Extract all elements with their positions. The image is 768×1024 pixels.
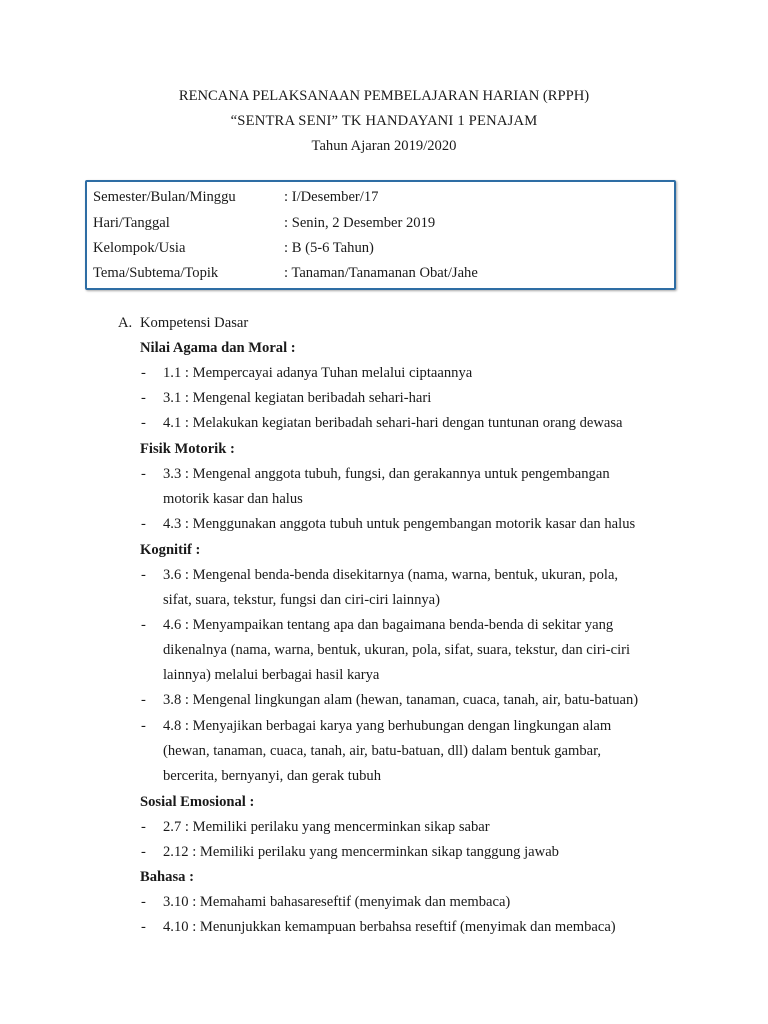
bullet-dash: - [141, 567, 146, 583]
list-item-continuation: dikenalnya (nama, warna, bentuk, ukuran, pola, sifat, suara, tekstur, dan ciri-ciri [163, 642, 631, 658]
info-value: : I/Desember/17 [284, 189, 379, 205]
info-label: Tema/Subtema/Topik [93, 265, 219, 281]
group-heading-fisik-motorik: Fisik Motorik : [140, 441, 235, 457]
list-item: 4.10 : Menunjukkan kemampuan berbahsa reseftif (menyimak dan membaca) [163, 919, 616, 935]
bullet-dash: - [141, 466, 146, 482]
list-item: 4.3 : Menggunakan anggota tubuh untuk pengembangan motorik kasar dan halus [163, 516, 636, 532]
list-item: 4.6 : Menyampaikan tentang apa dan bagaimana benda-benda di sekitar yang [163, 617, 614, 633]
info-box [85, 180, 676, 290]
info-value: : Senin, 2 Desember 2019 [284, 215, 436, 231]
list-item-continuation: lainnya) melalui berbagai hasil karya [163, 667, 380, 683]
list-item: 3.10 : Memahami bahasareseftif (menyimak dan membaca) [163, 894, 511, 910]
info-label: Hari/Tanggal [93, 215, 170, 231]
bullet-dash: - [141, 718, 146, 734]
list-item: 3.8 : Mengenal lingkungan alam (hewan, tanaman, cuaca, tanah, air, batu-batuan) [163, 692, 639, 708]
list-item-continuation: sifat, suara, tekstur, fungsi dan ciri-ciri lainnya) [163, 592, 441, 608]
bullet-dash: - [141, 692, 146, 708]
bullet-dash: - [141, 617, 146, 633]
list-item: 2.12 : Memiliki perilaku yang mencerminkan sikap tanggung jawab [163, 844, 559, 860]
document-subtitle: “SENTRA SENI” TK HANDAYANI 1 PENAJAM [230, 113, 538, 129]
list-item: 3.6 : Mengenal benda-benda disekitarnya (nama, warna, bentuk, ukuran, pola, [163, 567, 619, 583]
list-item: 4.8 : Menyajikan berbagai karya yang berhubungan dengan lingkungan alam [163, 718, 612, 734]
group-heading-kognitif: Kognitif : [140, 542, 201, 558]
document-title: RENCANA PELAKSANAAN PEMBELAJARAN HARIAN (RPPH) [178, 88, 590, 104]
list-item: 3.1 : Mengenal kegiatan beribadah sehari-hari [163, 390, 432, 406]
list-item: 4.1 : Melakukan kegiatan beribadah sehari-hari dengan tuntunan orang dewasa [163, 415, 623, 431]
group-heading-sosial-emosional: Sosial Emosional : [140, 794, 255, 810]
group-heading-bahasa: Bahasa : [140, 869, 194, 885]
list-item-continuation: motorik kasar dan halus [163, 491, 303, 507]
group-heading-nam: Nilai Agama dan Moral : [140, 340, 296, 356]
bullet-dash: - [141, 919, 146, 935]
bullet-dash: - [141, 844, 146, 860]
bullet-dash: - [141, 516, 146, 532]
info-label: Kelompok/Usia [93, 240, 186, 256]
info-value: : Tanaman/Tanamanan Obat/Jahe [284, 265, 478, 281]
info-label: Semester/Bulan/Minggu [93, 189, 236, 205]
bullet-dash: - [141, 894, 146, 910]
bullet-dash: - [141, 365, 146, 381]
list-item: 1.1 : Mempercayai adanya Tuhan melalui ciptaannya [163, 365, 473, 381]
bullet-dash: - [141, 390, 146, 406]
list-item: 3.3 : Mengenal anggota tubuh, fungsi, dan gerakannya untuk pengembangan [163, 466, 610, 482]
academic-year: Tahun Ajaran 2019/2020 [311, 138, 457, 154]
list-item: 2.7 : Memiliki perilaku yang mencerminkan sikap sabar [163, 819, 490, 835]
bullet-dash: - [141, 819, 146, 835]
list-item-continuation: bercerita, bernyanyi, dan gerak tubuh [163, 768, 382, 784]
section-letter: A. [118, 315, 133, 331]
list-item-continuation: (hewan, tanaman, cuaca, tanah, air, batu-batuan, dll) dalam bentuk gambar, [163, 743, 602, 759]
bullet-dash: - [141, 415, 146, 431]
info-value: : B (5-6 Tahun) [284, 240, 374, 256]
section-title: Kompetensi Dasar [140, 315, 249, 331]
